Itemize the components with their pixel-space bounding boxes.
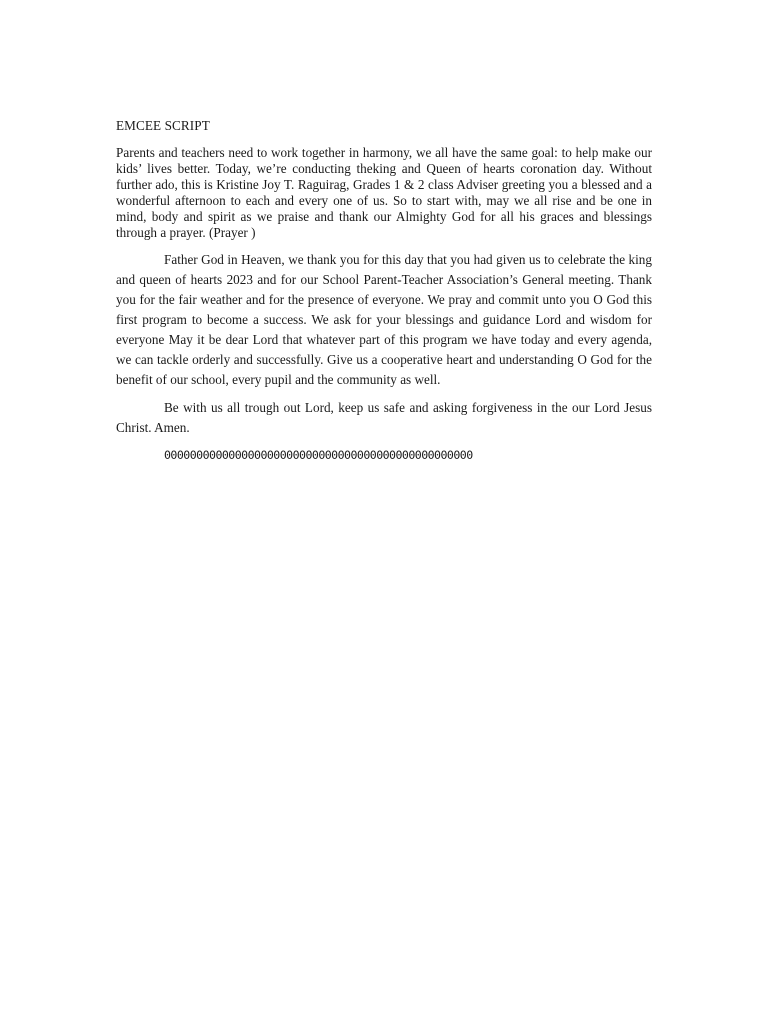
closing-paragraph: Be with us all trough out Lord, keep us safe and asking forgiveness in the our Lord Jesus Christ. Amen. [116, 400, 652, 435]
intro-paragraph: Parents and teachers need to work together in harmony, we all have the same goal: to help make our kids’ lives better. Today, we’re conducting theking and Queen of hearts coronation day. Without further ado, this is Kristine Joy T. Raguirag, Grades 1 & 2 class Adviser greeting you a blessed and a wonderful afternoon to each and every one of us. So to start with, may we all rise and be one in mind, body and spirit as we praise and thank our Almighty God for all his graces and blessings through a prayer. (Prayer ) [116, 145, 652, 240]
zeros-line: 000000000000000000000000000000000000000000000000 [164, 448, 473, 462]
document-title: EMCEE SCRIPT [116, 118, 210, 133]
document-body [116, 118, 652, 464]
prayer-paragraph: Father God in Heaven, we thank you for this day that you had given us to celebrate the king and queen of hearts 2023 and for our School Parent-Teacher Association’s General meeting. Thank you for the fair weather and for the presence of everyone. We pray and commit unto you O God this first program to become a success. We ask for your blessings and guidance Lord and wisdom for everyone May it be dear Lord that whatever part of this program we have today and every agenda, we can tackle orderly and successfully. Give us a cooperative heart and understanding O God for the benefit of our school, every pupil and the community as well. [116, 252, 652, 387]
